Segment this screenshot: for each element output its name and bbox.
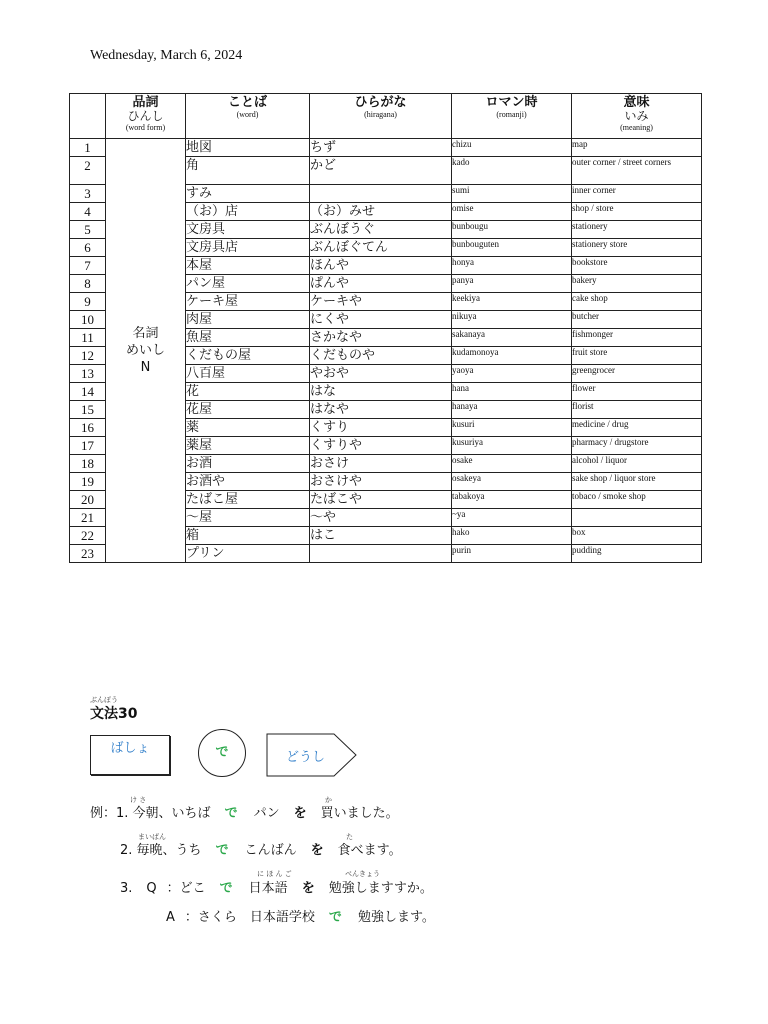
example-3-answer: A ：さくら 日本語学校 で 勉強します。 xyxy=(166,910,435,925)
word-cell: 薬 xyxy=(186,419,310,437)
romaji-cell: tabakoya xyxy=(452,491,572,509)
row-number: 2 xyxy=(70,157,106,185)
word-cell: プリン xyxy=(186,545,310,563)
meaning-cell: pharmacy / drugstore xyxy=(572,437,702,455)
romaji-cell: hako xyxy=(452,527,572,545)
grammar-title: 文法30 xyxy=(90,706,138,722)
meaning-cell: bakery xyxy=(572,275,702,293)
ex1-ruby-ka: か xyxy=(325,796,332,804)
romaji-cell: honya xyxy=(452,257,572,275)
row-number: 4 xyxy=(70,203,106,221)
meaning-cell: stationery xyxy=(572,221,702,239)
word-cell: ～屋 xyxy=(186,509,310,527)
hiragana-cell: くすり xyxy=(310,419,452,437)
row-number: 7 xyxy=(70,257,106,275)
ex2-ruby-maiban: まいばん xyxy=(138,833,166,841)
word-cell: 文房具店 xyxy=(186,239,310,257)
meaning-cell: flower xyxy=(572,383,702,401)
word-cell: 肉屋 xyxy=(186,311,310,329)
hiragana-cell xyxy=(310,185,452,203)
hiragana-cell: ぱんや xyxy=(310,275,452,293)
romaji-cell: yaoya xyxy=(452,365,572,383)
romaji-cell: kusuriya xyxy=(452,437,572,455)
meaning-cell: fishmonger xyxy=(572,329,702,347)
romaji-cell: hanaya xyxy=(452,401,572,419)
header-hiragana: ひらがな (hiragana) xyxy=(310,94,452,139)
romaji-cell: omise xyxy=(452,203,572,221)
ex3-ruby-nihongo: に ほ ん ご xyxy=(257,870,292,878)
romaji-cell: kudamonoya xyxy=(452,347,572,365)
meaning-cell: map xyxy=(572,139,702,157)
meaning-cell: butcher xyxy=(572,311,702,329)
word-cell: お酒 xyxy=(186,455,310,473)
word-cell: お酒や xyxy=(186,473,310,491)
row-number: 15 xyxy=(70,401,106,419)
row-number: 12 xyxy=(70,347,106,365)
hiragana-cell: くすりや xyxy=(310,437,452,455)
hiragana-cell: はこ xyxy=(310,527,452,545)
header-word: ことば (word) xyxy=(186,94,310,139)
header-meaning: 意味 いみ (meaning) xyxy=(572,94,702,139)
word-cell: 花 xyxy=(186,383,310,401)
word-cell: （お）店 xyxy=(186,203,310,221)
vocabulary-table xyxy=(69,93,702,563)
row-number: 1 xyxy=(70,139,106,157)
row-number: 23 xyxy=(70,545,106,563)
meaning-cell: sake shop / liquor store xyxy=(572,473,702,491)
table-row xyxy=(70,139,702,157)
example-1: 例：1. 今朝、いちば で パン を 買いました。 xyxy=(90,806,399,821)
example-3: 3. Q ：どこ で 日本語 を 勉強しますすか。 xyxy=(120,881,433,896)
header-number xyxy=(70,94,106,139)
word-cell: 本屋 xyxy=(186,257,310,275)
row-number: 21 xyxy=(70,509,106,527)
word-cell: くだもの屋 xyxy=(186,347,310,365)
row-number: 18 xyxy=(70,455,106,473)
romaji-cell: purin xyxy=(452,545,572,563)
word-cell: 角 xyxy=(186,157,310,185)
meaning-cell: medicine / drug xyxy=(572,419,702,437)
row-number: 5 xyxy=(70,221,106,239)
verb-label: どうし xyxy=(286,750,326,765)
row-number: 17 xyxy=(70,437,106,455)
romaji-cell: chizu xyxy=(452,139,572,157)
meaning-cell: greengrocer xyxy=(572,365,702,383)
romaji-cell: bunbougu xyxy=(452,221,572,239)
romaji-cell: nikuya xyxy=(452,311,572,329)
word-form-cell xyxy=(106,139,186,563)
word-cell: 魚屋 xyxy=(186,329,310,347)
meaning-cell: stationery store xyxy=(572,239,702,257)
romaji-cell: panya xyxy=(452,275,572,293)
ex3-ruby-benkyou: べんきょう xyxy=(345,870,380,878)
header-word-form: 品詞 ひんし (word form) xyxy=(106,94,186,139)
hiragana-cell: にくや xyxy=(310,311,452,329)
hiragana-cell: やおや xyxy=(310,365,452,383)
romaji-cell: kusuri xyxy=(452,419,572,437)
word-cell: たばこ屋 xyxy=(186,491,310,509)
romaji-cell: kado xyxy=(452,157,572,185)
row-number: 13 xyxy=(70,365,106,383)
grammar-title-ruby: ぶんぽう xyxy=(90,696,118,704)
meaning-cell: cake shop xyxy=(572,293,702,311)
header-romanji: ロマン時 (romanji) xyxy=(452,94,572,139)
row-number: 19 xyxy=(70,473,106,491)
row-number: 9 xyxy=(70,293,106,311)
meaning-cell: florist xyxy=(572,401,702,419)
hiragana-cell: ぶんぼぐてん xyxy=(310,239,452,257)
word-cell: 文房具 xyxy=(186,221,310,239)
row-number: 6 xyxy=(70,239,106,257)
row-number: 8 xyxy=(70,275,106,293)
word-form-line3: N xyxy=(140,360,151,375)
hiragana-cell: ちず xyxy=(310,139,452,157)
table-header-row xyxy=(70,94,702,139)
row-number: 3 xyxy=(70,185,106,203)
hiragana-cell: かど xyxy=(310,157,452,185)
meaning-cell xyxy=(572,509,702,527)
meaning-cell: outer corner / street corners xyxy=(572,157,702,185)
romaji-cell: sakanaya xyxy=(452,329,572,347)
example-2: 2. 毎晩、うち で こんばん を 食べます。 xyxy=(120,843,402,858)
place-box: ばしょ xyxy=(90,735,170,775)
meaning-cell: shop / store xyxy=(572,203,702,221)
ex1-ruby-kesa: け さ xyxy=(130,796,147,804)
hiragana-cell xyxy=(310,545,452,563)
word-cell: 八百屋 xyxy=(186,365,310,383)
romaji-cell: sumi xyxy=(452,185,572,203)
romaji-cell: keekiya xyxy=(452,293,572,311)
hiragana-cell: ～や xyxy=(310,509,452,527)
hiragana-cell: おさけ xyxy=(310,455,452,473)
particle-circle: で xyxy=(198,729,246,777)
meaning-cell: box xyxy=(572,527,702,545)
date-line: Wednesday, March 6, 2024 xyxy=(90,48,243,63)
meaning-cell: tobaco / smoke shop xyxy=(572,491,702,509)
hiragana-cell: おさけや xyxy=(310,473,452,491)
word-cell: 薬屋 xyxy=(186,437,310,455)
row-number: 22 xyxy=(70,527,106,545)
row-number: 14 xyxy=(70,383,106,401)
word-form-line1: 名詞 xyxy=(132,326,159,341)
word-cell: 花屋 xyxy=(186,401,310,419)
meaning-cell: bookstore xyxy=(572,257,702,275)
row-number: 20 xyxy=(70,491,106,509)
meaning-cell: fruit store xyxy=(572,347,702,365)
meaning-cell: pudding xyxy=(572,545,702,563)
row-number: 10 xyxy=(70,311,106,329)
romaji-cell: osake xyxy=(452,455,572,473)
word-cell: すみ xyxy=(186,185,310,203)
word-cell: 地図 xyxy=(186,139,310,157)
romaji-cell: osakeya xyxy=(452,473,572,491)
meaning-cell: inner corner xyxy=(572,185,702,203)
row-number: 11 xyxy=(70,329,106,347)
romaji-cell: ~ya xyxy=(452,509,572,527)
hiragana-cell: たばこや xyxy=(310,491,452,509)
hiragana-cell: はなや xyxy=(310,401,452,419)
row-number: 16 xyxy=(70,419,106,437)
word-cell: ケーキ屋 xyxy=(186,293,310,311)
hiragana-cell: ぶんぼうぐ xyxy=(310,221,452,239)
romaji-cell: hana xyxy=(452,383,572,401)
hiragana-cell: ほんや xyxy=(310,257,452,275)
hiragana-cell: はな xyxy=(310,383,452,401)
word-cell: 箱 xyxy=(186,527,310,545)
ex2-ruby-ta: た xyxy=(346,833,353,841)
hiragana-cell: （お）みせ xyxy=(310,203,452,221)
word-form-line2: めいし xyxy=(125,343,165,358)
meaning-cell: alcohol / liquor xyxy=(572,455,702,473)
word-cell: パン屋 xyxy=(186,275,310,293)
hiragana-cell: ケーキや xyxy=(310,293,452,311)
hiragana-cell: くだものや xyxy=(310,347,452,365)
romaji-cell: bunbouguten xyxy=(452,239,572,257)
hiragana-cell: さかなや xyxy=(310,329,452,347)
